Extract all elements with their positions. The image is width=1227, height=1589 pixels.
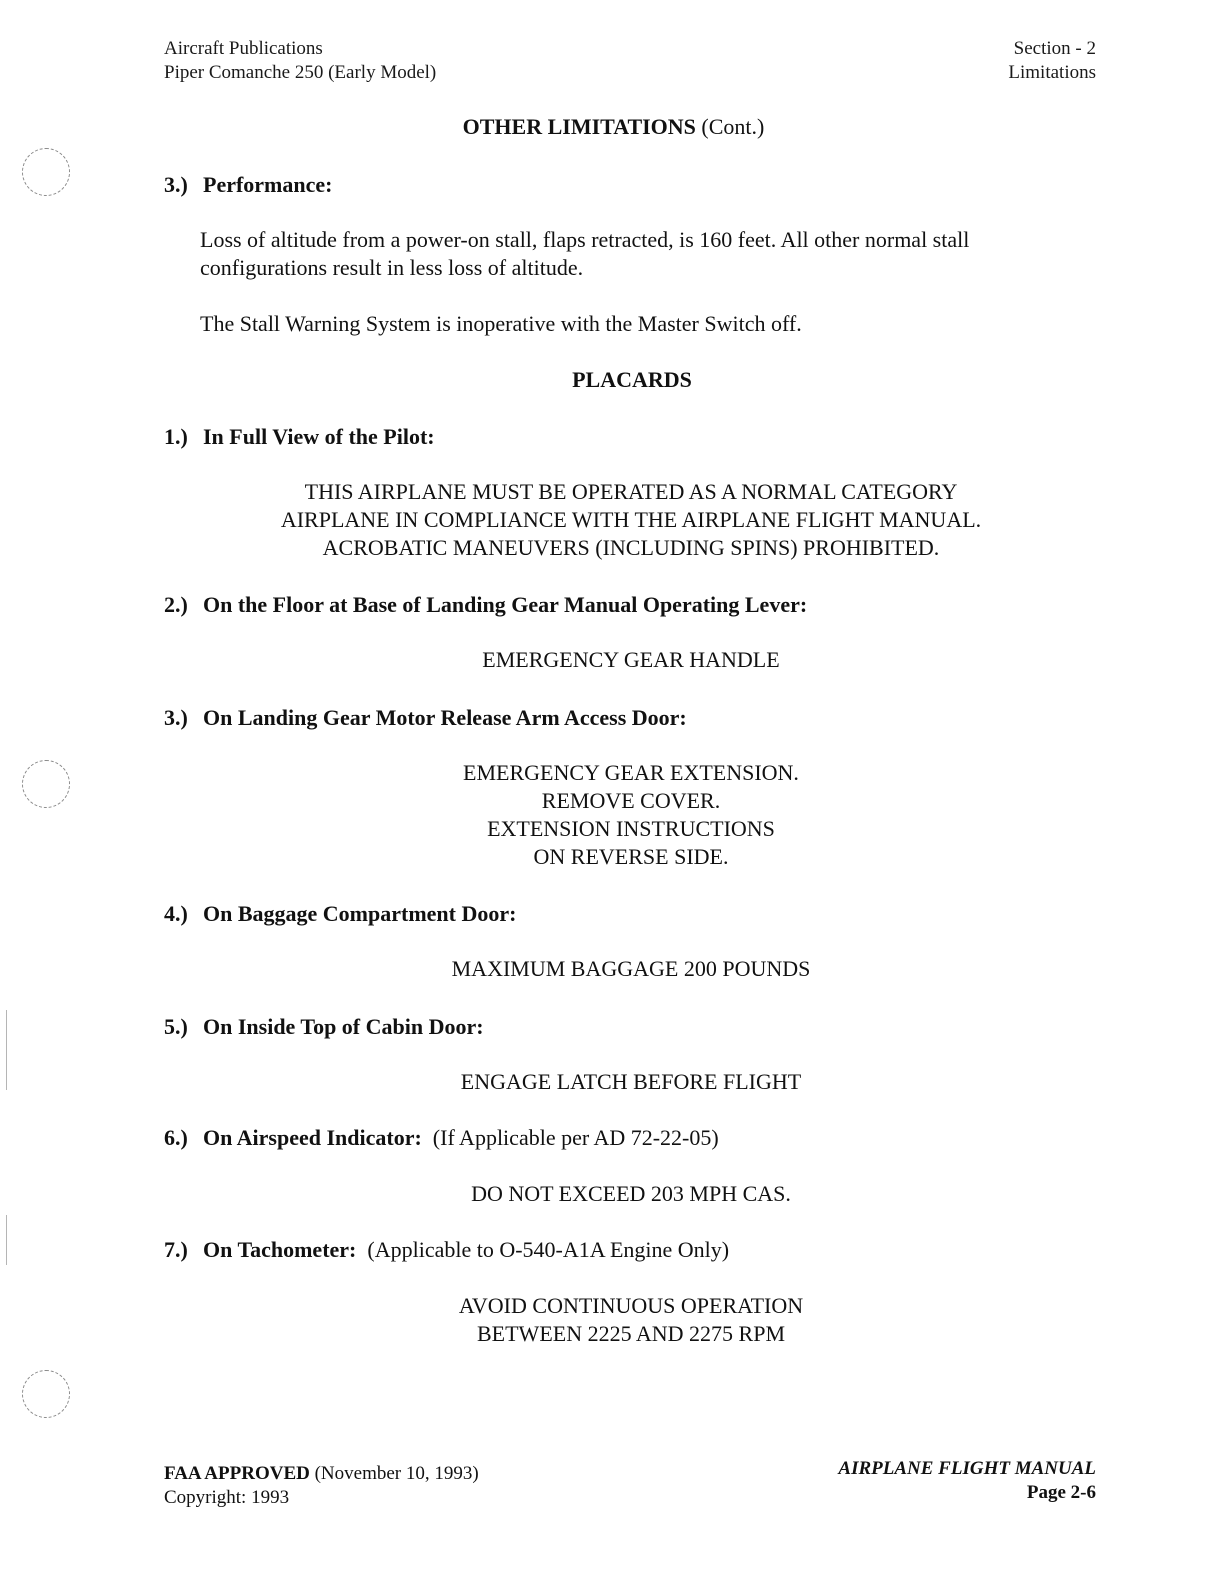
page-title (0, 114, 1227, 140)
placard-line: EMERGENCY GEAR HANDLE (482, 647, 780, 672)
item-heading: Performance: (203, 172, 333, 197)
placard-heading (164, 705, 687, 731)
placard-line: AIRPLANE IN COMPLIANCE WITH THE AIRPLANE FLIGHT MANUAL. (280, 507, 982, 532)
placard-text (0, 759, 1227, 871)
placard-heading (164, 901, 516, 927)
footer-right (838, 1457, 1096, 1505)
faa-approved-date: (November 10, 1993) (314, 1463, 479, 1484)
placards-title (0, 367, 1227, 393)
placard-line: EMERGENCY GEAR EXTENSION. (463, 760, 799, 785)
placard-line: ON REVERSE SIDE. (533, 844, 729, 869)
item-number: 4.) (164, 901, 188, 926)
item-heading: In Full View of the Pilot: (203, 424, 435, 449)
section-number: Section - 2 (1013, 38, 1096, 59)
item-heading: On Baggage Compartment Door: (203, 901, 517, 926)
item-note: (If Applicable per AD 72-22-05) (432, 1125, 719, 1150)
item-number: 7.) (164, 1237, 188, 1262)
manual-title: AIRPLANE FLIGHT MANUAL (838, 1458, 1096, 1479)
copyright-line: Copyright: 1993 (164, 1487, 290, 1508)
placard-line: ENGAGE LATCH BEFORE FLIGHT (460, 1069, 802, 1094)
footer-left (164, 1462, 479, 1510)
placard-text (0, 1068, 1227, 1096)
item-heading: On the Floor at Base of Landing Gear Manual Operating Lever: (203, 592, 808, 617)
placard-text (0, 1180, 1227, 1208)
item-number: 6.) (164, 1125, 188, 1150)
placard-line: AVOID CONTINUOUS OPERATION (458, 1293, 804, 1318)
placard-heading (164, 1014, 484, 1040)
placard-text (0, 1292, 1227, 1348)
performance-paragraph-2: The Stall Warning System is inoperative with the Master Switch off. (200, 311, 802, 336)
binder-hole-top (22, 148, 70, 196)
placard-line: THIS AIRPLANE MUST BE OPERATED AS A NORMAL CATEGORY (304, 479, 958, 504)
performance-paragraph-1: Loss of altitude from a power-on stall, flaps retracted, is 160 feet. All other normal stall configurations result in less loss of altitude. (200, 227, 970, 280)
aircraft-model: Piper Comanche 250 (Early Model) (164, 62, 437, 83)
placard-heading (164, 1237, 729, 1263)
binder-hole-bottom (22, 1370, 70, 1418)
page-title-main: OTHER LIMITATIONS (462, 114, 696, 139)
item-heading: On Inside Top of Cabin Door: (203, 1014, 484, 1039)
header-right (1008, 37, 1096, 85)
placard-text (0, 955, 1227, 983)
performance-heading (164, 172, 332, 198)
section-name: Limitations (1008, 62, 1096, 83)
placard-heading (164, 592, 807, 618)
item-heading: On Airspeed Indicator: (203, 1125, 422, 1150)
publisher-name: Aircraft Publications (164, 38, 323, 59)
placard-line: BETWEEN 2225 AND 2275 RPM (477, 1321, 785, 1346)
placard-line: ACROBATIC MANEUVERS (INCLUDING SPINS) PROHIBITED. (322, 535, 940, 560)
scan-edge-mark (6, 1215, 7, 1265)
faa-approved-label: FAA APPROVED (164, 1463, 310, 1484)
placard-text (0, 646, 1227, 674)
placard-line: REMOVE COVER. (541, 788, 721, 813)
item-number: 5.) (164, 1014, 188, 1039)
item-heading: On Tachometer: (203, 1237, 357, 1262)
placard-heading (164, 1125, 719, 1151)
placard-text (0, 478, 1227, 562)
header-left (164, 37, 436, 85)
placard-line: DO NOT EXCEED 203 MPH CAS. (471, 1181, 791, 1206)
item-number: 2.) (164, 592, 188, 617)
page-title-cont: (Cont.) (701, 114, 765, 139)
placards-title-text: PLACARDS (572, 367, 692, 392)
item-number: 1.) (164, 424, 188, 449)
placard-line: EXTENSION INSTRUCTIONS (487, 816, 775, 841)
item-number: 3.) (164, 172, 188, 197)
item-number: 3.) (164, 705, 188, 730)
page-number: Page 2-6 (1026, 1482, 1096, 1503)
placard-heading (164, 424, 435, 450)
item-note: (Applicable to O-540-A1A Engine Only) (367, 1237, 730, 1262)
placard-line: MAXIMUM BAGGAGE 200 POUNDS (451, 956, 811, 981)
item-heading: On Landing Gear Motor Release Arm Access Door: (203, 705, 687, 730)
